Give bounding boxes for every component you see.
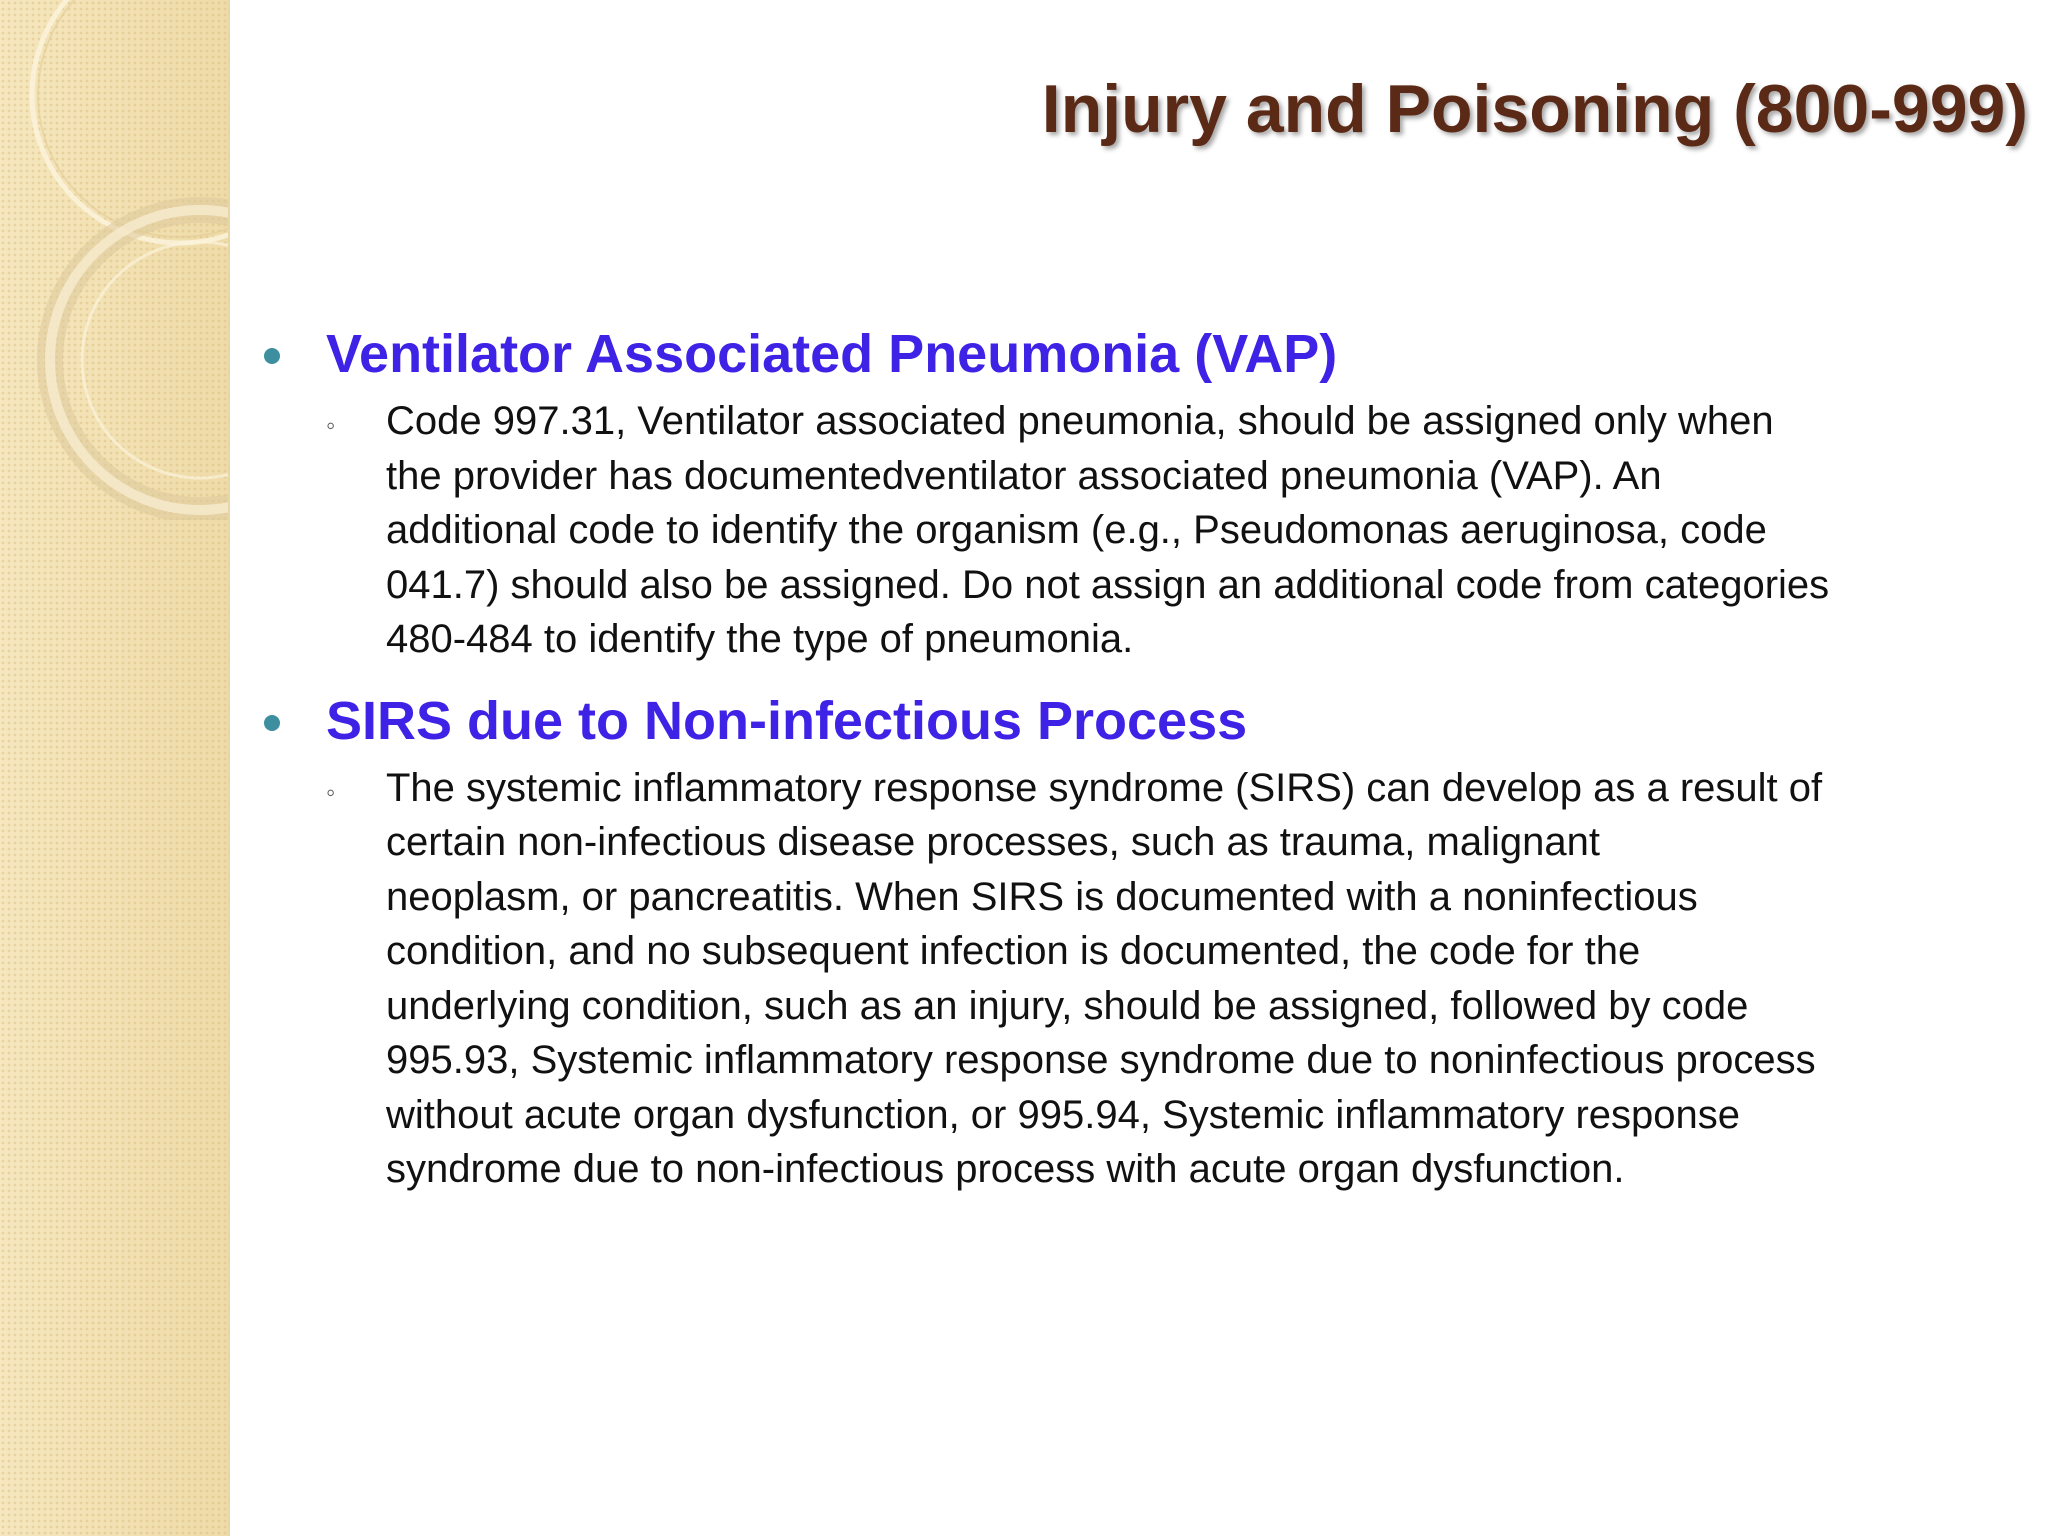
text-line: Code 997.31, Ventilator associated pneumonia, should be assigned only when <box>386 399 1774 443</box>
sub-bullet <box>326 394 2028 667</box>
text-line: condition, and no subsequent infection is documented, the code for the <box>386 929 1641 973</box>
bullet-item-vap <box>258 318 2028 667</box>
text-line: neoplasm, or pancreatitis. When SIRS is documented with a noninfectious <box>386 874 1698 919</box>
sub-bullet-text <box>386 761 2028 1197</box>
bullet-list <box>258 318 2028 1197</box>
sub-bullet-circle-icon: ◦ <box>326 776 336 807</box>
sub-bullet-text <box>386 394 2028 667</box>
text-line: the provider has documentedventilator associated pneumonia (VAP). An <box>386 453 1662 498</box>
bullet-heading: Ventilator Associated Pneumonia (VAP) <box>326 324 1338 384</box>
slide-title: Injury and Poisoning (800-999) <box>1041 71 2028 147</box>
decorative-side-panel <box>0 0 230 1536</box>
text-line: syndrome due to non-infectious process with acute organ dysfunction. <box>386 1147 1625 1191</box>
text-line: The systemic inflammatory response syndrome (SIRS) can develop as a result of <box>386 765 1823 810</box>
bullet-dot-icon <box>264 715 280 731</box>
sub-bullet-circle-icon: ◦ <box>326 410 336 440</box>
text-line: additional code to identify the organism (e.g., Pseudomonas aeruginosa, code <box>386 508 1767 552</box>
bullet-dot-icon <box>264 348 280 364</box>
text-line: certain non-infectious disease processes, such as trauma, malignant <box>386 820 1600 864</box>
sub-bullet <box>326 761 2028 1197</box>
text-line: 041.7) should also be assigned. Do not assign an additional code from categories <box>386 562 1830 607</box>
text-line: 480-484 to identify the type of pneumonia. <box>386 617 1134 661</box>
bullet-heading: SIRS due to Non-infectious Process <box>326 690 1248 751</box>
text-line: without acute organ dysfunction, or 995.94, Systemic inflammatory response <box>386 1092 1741 1137</box>
text-line: underlying condition, such as an injury, should be assigned, followed by code <box>386 983 1749 1028</box>
bullet-item-sirs <box>258 685 2028 1197</box>
text-line: 995.93, Systemic inflammatory response syndrome due to noninfectious process <box>386 1038 1816 1082</box>
decorative-rings <box>0 0 228 520</box>
